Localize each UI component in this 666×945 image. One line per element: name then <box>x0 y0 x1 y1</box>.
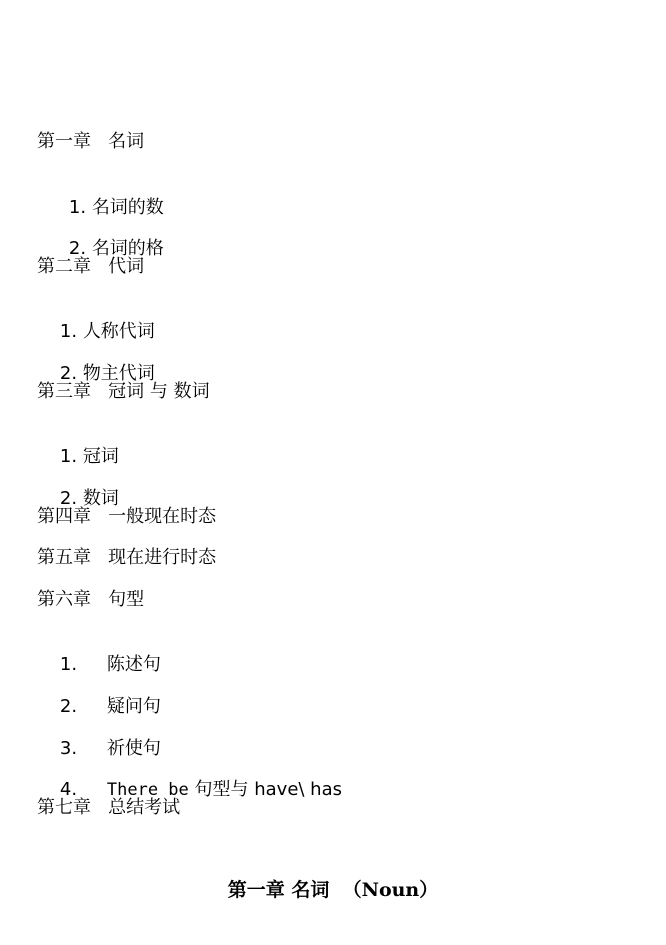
list-item <box>46 213 164 259</box>
list-item <box>37 463 119 509</box>
item-text: 物主代词 <box>82 363 155 384</box>
item-text: 句型与 have\ has <box>188 779 342 800</box>
item-text: 陈述句 <box>106 654 161 675</box>
list-item <box>46 172 164 218</box>
item-text: 冠词 <box>82 446 119 467</box>
item-text-latin: There be <box>106 780 189 800</box>
chapter-5-title: 第五章 现在进行时态 <box>37 547 217 568</box>
item-text: 祈使句 <box>106 738 161 759</box>
chapter-3-title: 第三章 冠词 与 数词 <box>37 381 210 402</box>
item-text: 疑问句 <box>106 696 161 717</box>
item-number: 2. <box>68 238 87 259</box>
item-number: 3. <box>59 738 78 759</box>
list-item <box>37 296 155 342</box>
chapter-7-title: 第七章 总结考试 <box>37 797 181 818</box>
list-item <box>37 421 119 467</box>
section-heading: 第一章 名词 （Noun） <box>227 879 439 901</box>
item-number: 1. <box>59 654 78 675</box>
item-number: 1. <box>68 197 87 218</box>
list-item <box>37 629 161 675</box>
item-text: 名词的格 <box>91 238 164 259</box>
list-item <box>37 338 155 384</box>
item-text: 名词的数 <box>91 197 164 218</box>
list-item <box>37 754 342 800</box>
chapter-2-title: 第二章 代词 <box>37 256 145 277</box>
item-number: 2. <box>59 696 78 717</box>
item-number: 1. <box>59 321 78 342</box>
item-number: 4. <box>59 779 78 800</box>
item-number: 1. <box>59 446 78 467</box>
item-text: 数词 <box>82 488 119 509</box>
item-text: 人称代词 <box>82 321 155 342</box>
item-number: 2. <box>59 363 78 384</box>
list-item <box>37 713 161 759</box>
chapter-1-title: 第一章 名词 <box>37 131 145 152</box>
item-number: 2. <box>59 488 78 509</box>
chapter-6-title: 第六章 句型 <box>37 589 145 610</box>
list-item <box>37 671 161 717</box>
chapter-4-title: 第四章 一般现在时态 <box>37 506 217 527</box>
